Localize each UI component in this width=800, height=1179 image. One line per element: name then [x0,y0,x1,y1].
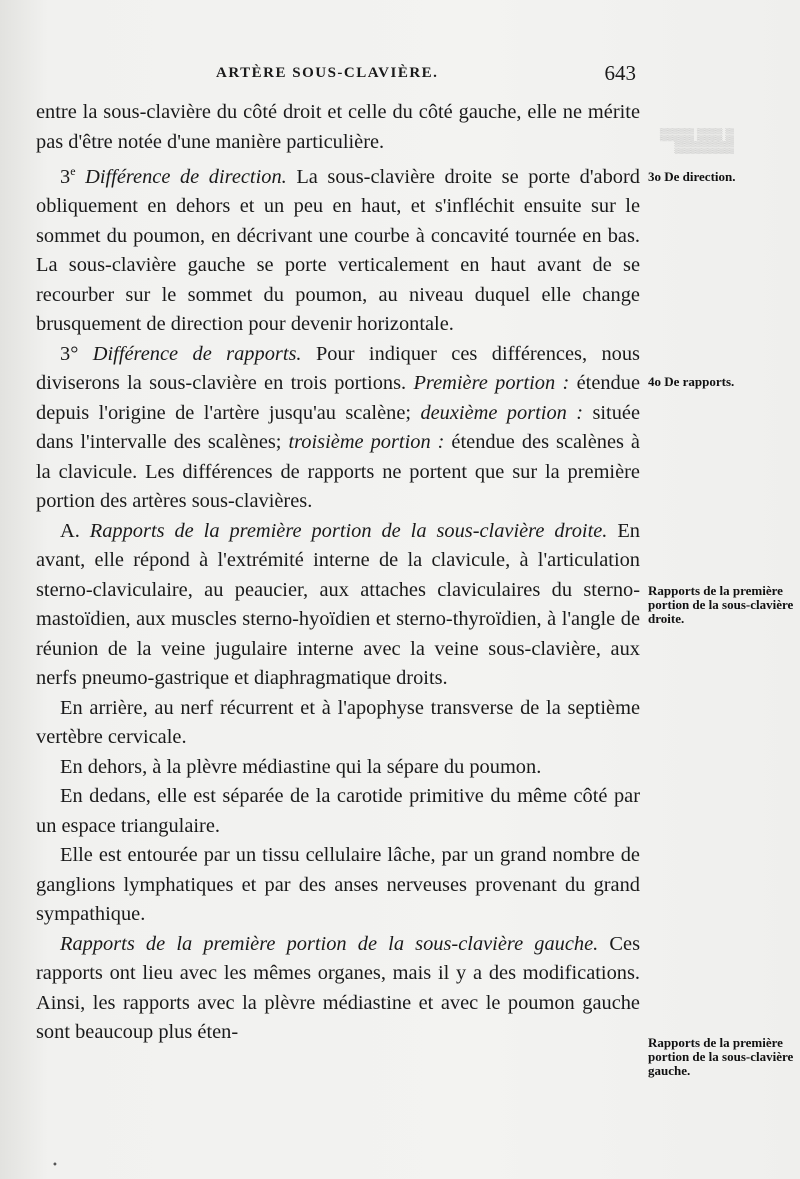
section-heading: Différence de direction. [85,165,287,188]
paragraph-text: située dans l'intervalle des scalènes; [36,401,640,454]
paragraph-text: Ces rapports ont lieu avec les mêmes organes, mais il y a des modifications. Ainsi, les rapports avec la plèvre médiastine et avec le poumon gauche sont beaucoup plus éten- [36,932,641,1044]
paragraph-text: En dehors, à la plèvre médiastine qui la sépare du poumon. [60,755,542,778]
running-head-title: ARTÈRE SOUS-CLAVIÈRE. [216,65,439,81]
paragraph-right-subclavian [36,517,640,694]
main-text [36,98,640,1048]
paragraph-text: entre la sous-clavière du côté droit et celle du côté gauche, elle ne mérite pas d'être notée d'une manière particulière. [36,101,640,153]
paragraph-text: Elle est entourée par un tissu cellulaire lâche, par un grand nombre de ganglions lymphatiques et par des anses nerveuses provenant du grand sympathique. [36,844,640,926]
show-through-decoration: ▒ ▒▒▒ ▒▒▒▒ ▒▒▒▒▒▒▒ [660,127,735,154]
margin-note-left-subclavian: Rapports de la première portion de la sous-clavière gauche. [648,1035,794,1078]
paragraph-left-subclavian [36,930,640,1048]
paragraph-text: En avant, elle répond à l'extrémité interne de la clavicule, à l'articulation sterno-claviculaire, au peaucier, aux attaches claviculaires du sterno-mastoïdien, aux muscles sterno-hyoïdien et sterno-thyroïdien, à l'angle de réunion de la veine jugulaire interne avec la veine sous-clavière, aux nerfs pneumo-gastrique et diaphragmatique droits. [36,519,640,690]
portion-label: troisième portion : [288,431,445,454]
paragraph [36,694,640,753]
section-heading: Rapports de la première portion de la sous-clavière droite. [89,519,608,542]
margin-note-rapports: 4o De rapports. [648,374,735,389]
page-number: 643 [604,61,636,85]
section-number: 3° [60,342,93,365]
printer-mark-icon: • [52,1160,58,1171]
paragraph-text: étendue des scalènes à la clavicule. Les différences de rapports ne portent que sur la première portion des artères sous-clavières. [36,431,640,513]
paragraph [36,753,640,783]
section-letter: A. [60,519,90,542]
paragraph [36,98,640,157]
paragraph [36,782,640,841]
section-heading: Différence de rapports. [92,342,302,365]
margin-note-direction: 3o De direction. [648,169,736,184]
section-number: 3 [60,165,71,188]
paragraph-text: En arrière, au nerf récurrent et à l'apophyse transverse de la septième vertèbre cervicale. [36,696,640,749]
paragraph-direction [36,157,640,340]
paragraph-rapports [36,340,640,517]
margin-note-right-subclavian: Rapports de la première portion de la sous-clavière droite. [648,583,794,626]
paragraph-text: En dedans, elle est séparée de la carotide primitive du même côté par un espace triangulaire. [36,785,640,837]
section-number-suffix: e [70,164,76,178]
running-head [36,63,640,87]
paragraph-text: étendue depuis l'origine de l'artère jusqu'au scalène; [36,372,641,424]
paragraph-text: Pour indiquer ces différences, nous diviserons la sous-clavière en trois portions. [36,342,640,395]
portion-label: Première portion : [413,372,570,395]
section-heading: Rapports de la première portion de la sous-clavière gauche. [60,932,599,955]
paragraph [36,841,640,930]
paragraph-text: La sous-clavière droite se porte d'abord obliquement en dehors et un peu en haut, et s'infléchit ensuite sur le sommet du poumon, en décrivant une courbe à concavité tournée en bas. La sous-clavière gauche se porte verticalement en haut avant de se recourber sur le sommet du poumon, au niveau duquel elle change brusquement de direction pour devenir horizontale. [36,165,640,336]
portion-label: deuxième portion : [420,401,584,424]
